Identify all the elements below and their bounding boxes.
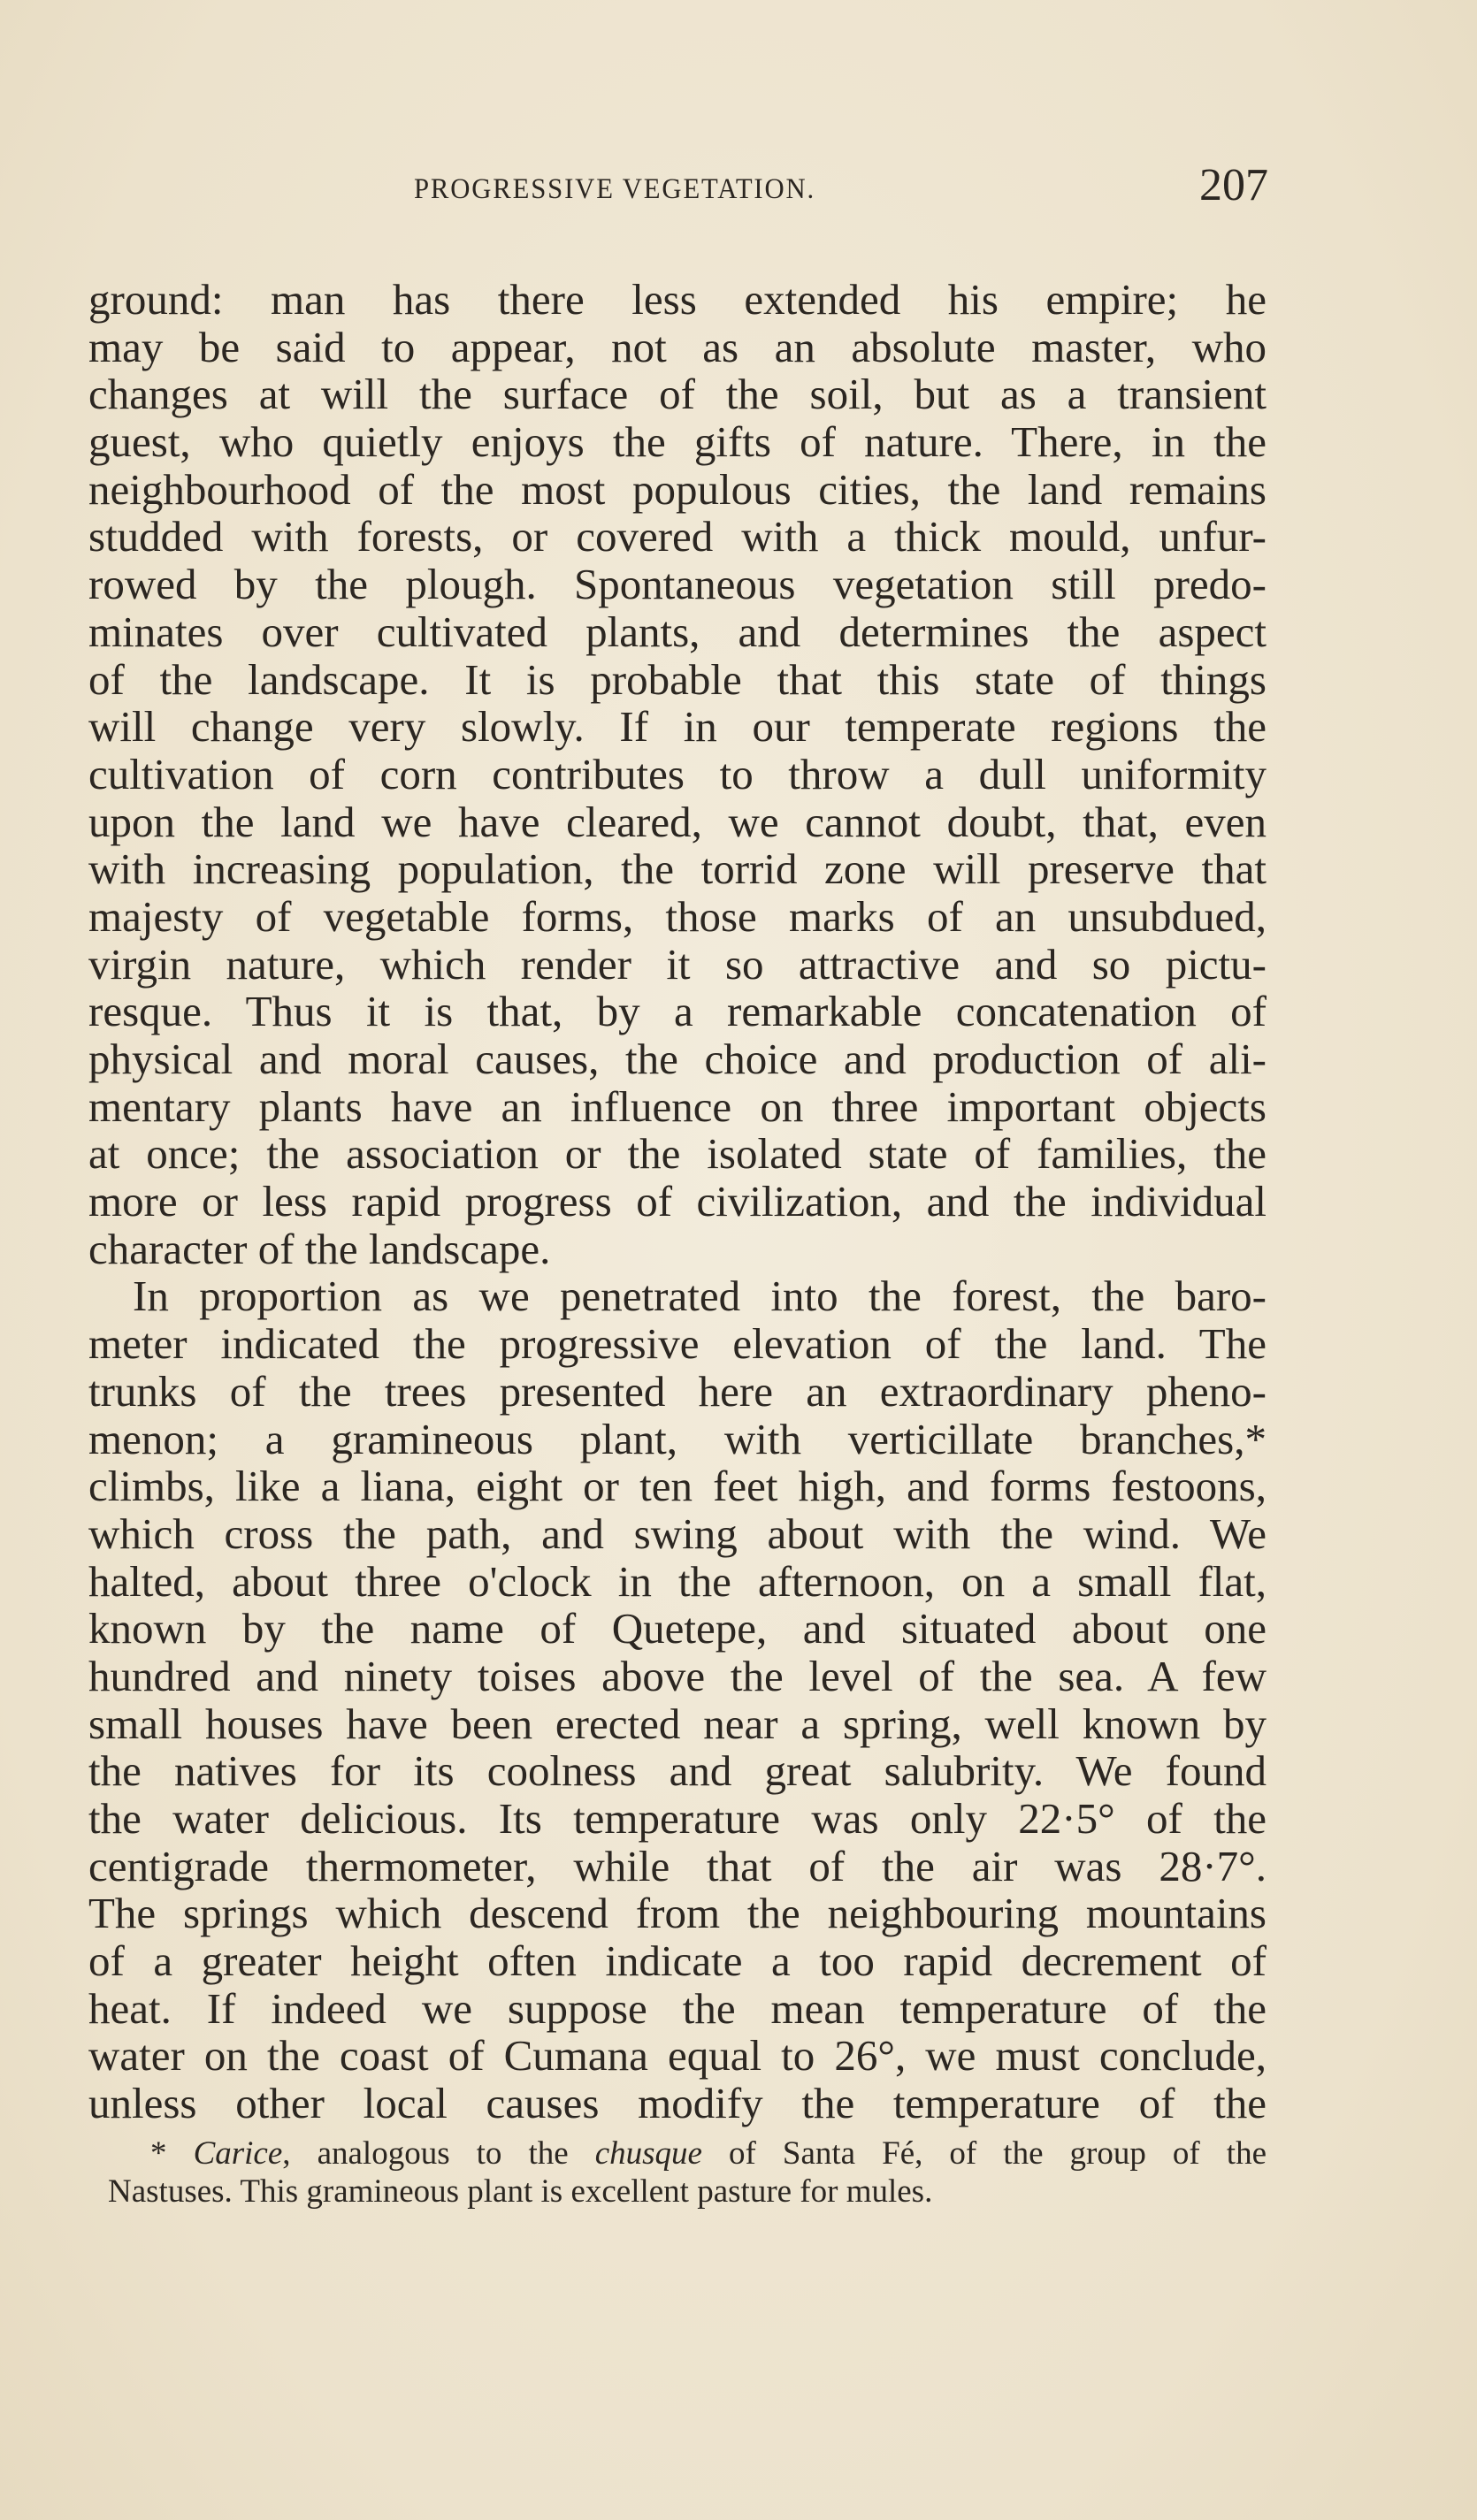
- footnote-line: Nastuses. This gramineous plant is excellent pasture for mules.: [108, 2173, 933, 2210]
- text-line: majesty of vegetable forms, those marks of an unsubdued,: [88, 891, 1267, 941]
- text-line: physical and moral causes, the choice and production of ali-: [88, 1035, 1267, 1083]
- text-line: hundred and ninety toises above the level of the sea. A few: [88, 1651, 1267, 1700]
- text-line: rowed by the plough. Spontaneous vegetation still predo-: [88, 560, 1267, 609]
- text-line: In proportion as we penetrated into the forest, the baro-: [133, 1271, 1267, 1321]
- text-line: virgin nature, which render it so attractive and so pictu-: [88, 939, 1267, 989]
- text-line: neighbourhood of the most populous cities, the land remains: [88, 464, 1267, 514]
- text-line: meter indicated the progressive elevation of the land. The: [88, 1319, 1267, 1369]
- text-line: minates over cultivated plants, and determines the aspect: [88, 607, 1267, 656]
- text-line: guest, who quietly enjoys the gifts of nature. There, in the: [88, 417, 1267, 467]
- text-line: at once; the association or the isolated state of families, the: [88, 1129, 1267, 1179]
- page-number: 207: [1199, 160, 1268, 210]
- text-line: with increasing population, the torrid zone will preserve that: [88, 844, 1267, 894]
- footnote-text: , analogous to the: [282, 2135, 595, 2172]
- text-line: character of the landscape.: [88, 1224, 551, 1273]
- text-line: which cross the path, and swing about with the wind. We: [88, 1508, 1267, 1558]
- footnote-term: Carice: [193, 2135, 283, 2172]
- text-line: menon; a gramineous plant, with verticillate branches,*: [88, 1414, 1267, 1463]
- text-line: upon the land we have cleared, we cannot doubt, that, even: [88, 797, 1267, 846]
- text-line: ground: man has there less extended his empire; he: [88, 275, 1267, 324]
- text-line: the natives for its coolness and great salubrity. We found: [88, 1746, 1267, 1796]
- text-line: will change very slowly. If in our temperate regions the: [88, 702, 1267, 752]
- text-line: resque. Thus it is that, by a remarkable concatenation of: [88, 987, 1267, 1036]
- text-line: of a greater height often indicate a too rapid decrement of: [88, 1936, 1267, 1986]
- text-line: cultivation of corn contributes to throw a dull uniformity: [88, 749, 1267, 798]
- body-text: [88, 276, 1267, 2127]
- text-line: The springs which descend from the neighbouring mountains: [88, 1889, 1267, 1938]
- text-line: small houses have been erected near a spring, well known by: [88, 1699, 1267, 1748]
- text-line: changes at will the surface of the soil, but as a transient: [88, 370, 1267, 419]
- text-line: trunks of the trees presented here an extraordinary pheno-: [88, 1366, 1267, 1416]
- text-line: climbs, like a liana, eight or ten feet high, and forms festoons,: [88, 1462, 1267, 1511]
- text-line: water on the coast of Cumana equal to 26°, we must conclude,: [88, 2031, 1267, 2081]
- text-line: centigrade thermometer, while that of the air was 28·7°.: [88, 1841, 1267, 1890]
- text-line: studded with forests, or covered with a thick mould, unfur-: [88, 512, 1267, 561]
- footnote-line: [108, 2134, 1267, 2173]
- text-line: of the landscape. It is probable that this state of things: [88, 654, 1267, 704]
- text-line: halted, about three o'clock in the afternoon, on a small flat,: [88, 1556, 1267, 1606]
- text-line: mentary plants have an influence on three important objects: [88, 1081, 1267, 1131]
- running-head: PROGRESSIVE VEGETATION.: [414, 173, 816, 205]
- footnote-text: of Santa Fé, of the group of the: [701, 2135, 1267, 2172]
- footnote-term: chusque: [594, 2135, 702, 2172]
- text-line: may be said to appear, not as an absolute master, who: [88, 322, 1267, 371]
- text-line: known by the name of Quetepe, and situated about one: [88, 1604, 1267, 1653]
- text-line: more or less rapid progress of civilization, and the individual: [88, 1177, 1267, 1226]
- text-line: the water delicious. Its temperature was only 22·5° of the: [88, 1794, 1267, 1843]
- text-line: unless other local causes modify the temperature of the: [88, 2079, 1267, 2128]
- footnote: [108, 2134, 1267, 2211]
- footnote-marker: *: [150, 2135, 194, 2172]
- text-line: heat. If indeed we suppose the mean temperature of the: [88, 1983, 1267, 2033]
